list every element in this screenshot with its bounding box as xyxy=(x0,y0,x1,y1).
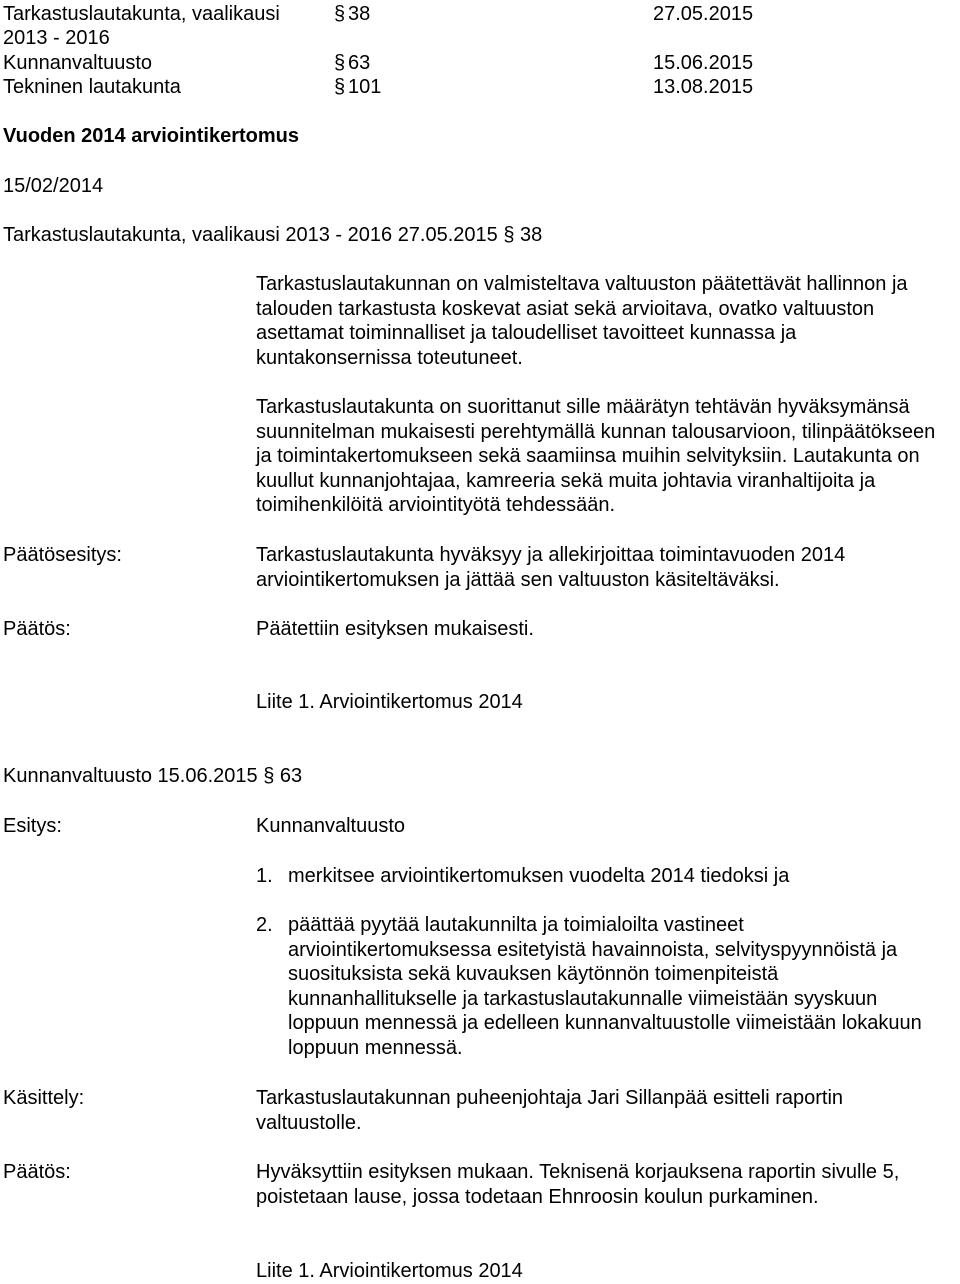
history-number: 101 xyxy=(348,76,382,98)
list-item xyxy=(256,913,956,1063)
item1-decision-text: Päätettiin esityksen mukaisesti. xyxy=(256,618,534,640)
list-number: 2. xyxy=(256,914,273,936)
history-body: Tekninen lautakunta xyxy=(3,76,181,98)
list-number: 1. xyxy=(256,865,273,887)
section-symbol: § xyxy=(334,52,346,74)
item2-decision-label: Päätös: xyxy=(3,1161,71,1183)
history-body-line2: 2013 - 2016 xyxy=(3,27,110,49)
list-text: päättää pyytää lautakunnilta ja toimialoilta vastineet arviointikertomuksessa esitetyistä havainnoista, selvityspyynnöistä ja suosituksista sekä kuvauksen käytönnön toimenpiteistä kunnanhallitukselle ja tarkastuslautakunnalle viimeistään syyskuun loppuun mennessä ja edelleen kunnanvaltuustolle viimeistään lokakuun loppuun mennessä. xyxy=(288,914,922,1059)
item1-paragraph-2: Tarkastuslautakunta on suorittanut sille määrätyn tehtävän hyväksymänsä suunnitelman mukaisesti perehtymällä kunnan talousarvioon, tilinpäätökseen ja toimintakertomukseen sekä saamiinsa muihin selvityksiin. Lautakunta on kuullut kunnanjohtajaa, kamreeria sekä muita johtavia viranhaltijoita ja toimihenkilöitä arviointityötä tehdessään. xyxy=(256,396,936,516)
history-body: Kunnanvaltuusto xyxy=(3,52,153,74)
item1-paragraph-1: Tarkastuslautakunnan on valmisteltava valtuuston päätettävät hallinnon ja talouden tarkastusta koskevat asiat sekä arvioitava, ovatko valtuuston asettamat toiminnalliset ja taloudelliset tavoitteet kunnassa ja kuntakonsernissa toteutuneet. xyxy=(256,273,908,369)
history-number: 63 xyxy=(348,52,371,74)
list-item xyxy=(256,864,956,888)
item1-decision-label: Päätös: xyxy=(3,618,71,640)
reference-number: 15/02/2014 xyxy=(3,175,104,197)
history-date: 13.08.2015 xyxy=(653,76,754,98)
item2-attachment: Liite 1. Arviointikertomus 2014 xyxy=(256,1260,523,1282)
section-symbol: § xyxy=(334,3,346,25)
item2-decision-text: Hyväksyttiin esityksen mukaan. Teknisenä korjauksena raportin sivulle 5, poistetaan lause, jossa todetaan Ehnroosin koulun purkaminen. xyxy=(256,1161,900,1208)
item2-proposal-text: Kunnanvaltuusto xyxy=(256,815,406,837)
item2-handling-text: Tarkastuslautakunnan puheenjohtaja Jari Sillanpää esitteli raportin valtuustolle. xyxy=(256,1087,844,1134)
document-title: Vuoden 2014 arviointikertomus xyxy=(3,125,300,147)
item2-heading: Kunnanvaltuusto 15.06.2015 § 63 xyxy=(3,765,303,787)
history-body: Tarkastuslautakunta, vaalikausi xyxy=(3,3,280,25)
section-symbol: § xyxy=(334,76,346,98)
item2-handling-label: Käsittely: xyxy=(3,1087,85,1109)
list-text: merkitsee arviointikertomuksen vuodelta 2014 tiedoksi ja xyxy=(288,865,790,887)
history-number: 38 xyxy=(348,3,371,25)
item2-proposal-label: Esitys: xyxy=(3,815,62,837)
item1-proposal-text: Tarkastuslautakunta hyväksyy ja allekirjoittaa toimintavuoden 2014 arviointikertomuksen ja jättää sen valtuuston käsiteltäväksi. xyxy=(256,544,846,591)
item1-attachment: Liite 1. Arviointikertomus 2014 xyxy=(256,691,523,713)
history-date: 27.05.2015 xyxy=(653,3,754,25)
history-date: 15.06.2015 xyxy=(653,52,754,74)
item1-proposal-label: Päätösesitys: xyxy=(3,544,122,566)
item1-heading: Tarkastuslautakunta, vaalikausi 2013 - 2016 27.05.2015 § 38 xyxy=(3,224,543,246)
